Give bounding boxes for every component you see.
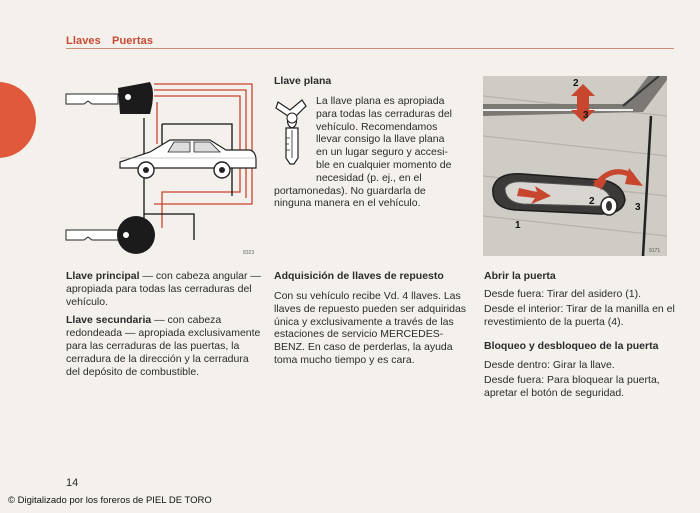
header-section: Puertas — [112, 35, 154, 47]
keys-figure-number: 8323 — [243, 250, 255, 256]
callout-3-bottom: 3 — [635, 202, 641, 213]
flat-key-line-2: para todas las cerraduras del — [316, 107, 452, 120]
flat-key-title: Llave plana — [274, 75, 332, 87]
callout-2-bottom: 2 — [589, 196, 595, 207]
lock-door-text — [484, 359, 682, 399]
main-key-desc: — con cabeza angular — apropiada para todas las cerraduras del vehículo. — [66, 270, 261, 308]
flat-key-line-3: vehículo. Recomendamos — [316, 120, 438, 133]
spare-key-paragraph — [66, 314, 264, 378]
open-door-title: Abrir la puerta — [484, 270, 556, 282]
running-header — [66, 35, 153, 47]
header-chapter: Llaves — [66, 35, 101, 47]
flat-key-text — [274, 95, 474, 210]
door-handle-photo — [483, 76, 667, 256]
door-figure-number: 9171 — [649, 248, 661, 254]
open-door-inside: Desde el interior: Tirar de la manilla en el revestimiento de la puerta (4). — [484, 302, 675, 328]
car-icon — [120, 140, 256, 178]
header-rule — [66, 48, 674, 49]
scan-credit: © Digitalizado por los foreros de PIEL DE TORO — [8, 495, 212, 506]
callout-2-top: 2 — [573, 78, 579, 89]
spare-key-term: Llave secundaria — [66, 314, 152, 327]
spare-keys-title: Adquisición de llaves de repuesto — [274, 270, 444, 282]
spare-keys-text: Con su vehículo recibe Vd. 4 llaves. Las llaves de repuesto pueden ser adquiridas única y exclusivamente a través de las estaciones de servicio MERCEDES-BENZ. En caso de perderlas, la ayuda toma mucho tiempo y es cara. — [274, 290, 467, 366]
page-number: 14 — [66, 477, 79, 489]
main-key-icon — [66, 82, 153, 114]
chapter-tab-marker — [0, 82, 36, 158]
main-key-paragraph — [66, 270, 264, 308]
key-types-text — [66, 270, 264, 378]
flat-key-line-7: necesidad (p. ej., en el — [316, 171, 422, 184]
open-door-outside: Desde fuera: Tirar del asidero (1). — [484, 288, 641, 300]
lock-door-inside: Desde dentro: Girar la llave. — [484, 359, 615, 371]
flat-key-line-8: portamonedas). No guardarla de — [274, 184, 426, 197]
main-key-term: Llave principal — [66, 270, 140, 282]
spare-key-icon — [66, 216, 155, 254]
flat-key-line-5: en un lugar seguro y accesi- — [316, 146, 448, 159]
keys-car-illustration — [62, 76, 272, 258]
flat-key-line-4: llevar consigo la llave plana — [316, 133, 445, 146]
flat-key-line-9: ninguna manera en el vehículo. — [274, 197, 421, 210]
spare-key-desc: — con cabeza redondeada — apropiada exclusivamente para las cerraduras de las puertas, la cerradura de la dirección y la cerradura del depósito de combustible. — [66, 314, 261, 378]
flat-key-line-1: La llave plana es apropiada — [316, 95, 445, 107]
flat-key-line-6: ble en cualquier momento de — [316, 158, 452, 171]
callout-1: 1 — [515, 220, 521, 231]
callout-3-top: 3 — [583, 110, 589, 121]
lock-door-title: Bloqueo y desbloqueo de la puerta — [484, 340, 659, 352]
lock-door-outside: Desde fuera: Para bloquear la puerta, apretar el botón de seguridad. — [484, 373, 660, 399]
open-door-text — [484, 288, 682, 328]
